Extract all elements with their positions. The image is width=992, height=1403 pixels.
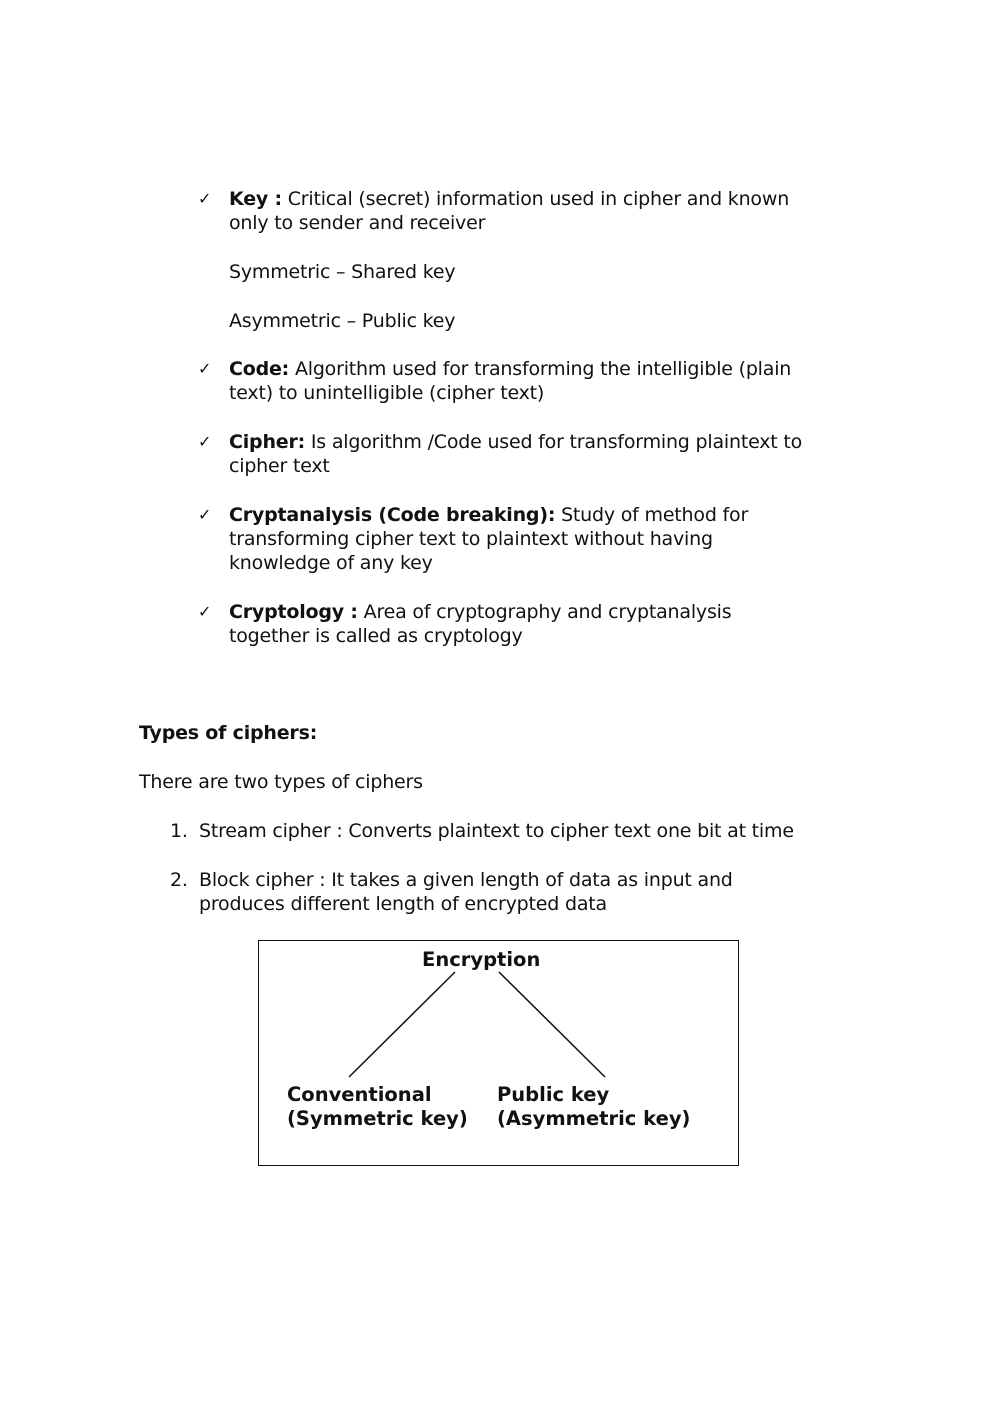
sub-item-asymmetric: Asymmetric – Public key [229, 310, 456, 332]
diagram-node-public-key: Public key [497, 1083, 610, 1106]
list-number: 1. [170, 820, 188, 842]
term: Cryptanalysis (Code breaking): [229, 504, 556, 526]
term: Code: [229, 358, 290, 380]
section-intro: There are two types of ciphers [139, 771, 423, 793]
right-branch-line [499, 972, 605, 1077]
term: Cipher: [229, 431, 306, 453]
list-item-stream-cipher: Stream cipher : Converts plaintext to cipher text one bit at time [199, 820, 794, 842]
check-icon: ✓ [198, 359, 212, 378]
section-heading: Types of ciphers: [139, 722, 318, 744]
list-item-line: produces different length of encrypted data [199, 893, 607, 915]
definition-line: transforming cipher text to plaintext without having [229, 528, 713, 550]
definition-cryptanalysis: Cryptanalysis (Code breaking): Study of method for [229, 504, 749, 526]
definition-line: cipher text [229, 455, 330, 477]
check-icon: ✓ [198, 505, 212, 524]
list-number: 2. [170, 869, 188, 891]
definition-key: Key : Critical (secret) information used in cipher and known [229, 188, 790, 210]
diagram-root-encryption: Encryption [422, 948, 541, 971]
diagram-node-conventional: Conventional [287, 1083, 432, 1106]
definition-line: knowledge of any key [229, 552, 433, 574]
sub-item-symmetric: Symmetric – Shared key [229, 261, 456, 283]
term: Cryptology : [229, 601, 358, 623]
definition-line: together is called as cryptology [229, 625, 523, 647]
check-icon: ✓ [198, 432, 212, 451]
diagram-node-public-key-sub: (Asymmetric key) [497, 1107, 691, 1130]
term: Key : [229, 188, 282, 210]
definition-code: Code: Algorithm used for transforming the intelligible (plain [229, 358, 792, 380]
definition-line: text) to unintelligible (cipher text) [229, 382, 545, 404]
check-icon: ✓ [198, 602, 212, 621]
left-branch-line [349, 972, 455, 1077]
definition-line: only to sender and receiver [229, 212, 486, 234]
check-icon: ✓ [198, 189, 212, 208]
diagram-node-conventional-sub: (Symmetric key) [287, 1107, 468, 1130]
definition-cipher: Cipher: Is algorithm /Code used for transforming plaintext to [229, 431, 803, 453]
encryption-diagram [258, 940, 739, 1166]
list-item-block-cipher: Block cipher : It takes a given length of data as input and [199, 869, 733, 891]
connector-lines [259, 941, 740, 1167]
definition-cryptology: Cryptology : Area of cryptography and cryptanalysis [229, 601, 732, 623]
